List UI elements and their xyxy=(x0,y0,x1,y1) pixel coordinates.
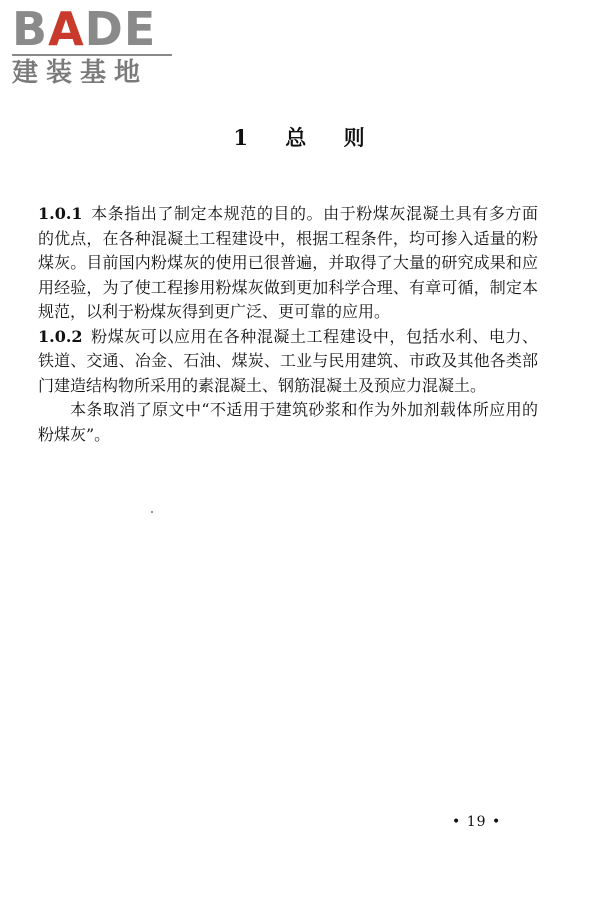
clause-number: 1.0.1 xyxy=(38,204,83,223)
clause-text: 本条指出了制定本规范的目的。由于粉煤灰混凝土具有多方面的优点，在各种混凝土工程建设中，根据工程条件，均可掺入适量的粉煤灰。目前国内粉煤灰的使用已很普遍，并取得了大量的研究成果和应用经验，为了使工程掺用粉煤灰做到更加科学合理、有章可循，制定本规范，以利于粉煤灰得到更广泛、更可靠的应用。 xyxy=(38,204,538,321)
scan-speck xyxy=(151,511,153,513)
document-body xyxy=(38,202,538,447)
clause-number: 1.0.2 xyxy=(38,326,83,346)
page-number: • 19 • xyxy=(452,814,502,830)
chapter-title: 1 总 则 xyxy=(233,125,367,150)
logo-letters-de: DE xyxy=(84,2,157,56)
clause-note: 本条取消了原文中“不适用于建筑砂浆和作为外加剂载体所应用的粉煤灰”。 xyxy=(38,400,538,444)
logo-subtitle: 建装基地 xyxy=(12,58,149,88)
logo-letter-a: A xyxy=(48,2,85,56)
bade-logo xyxy=(12,2,182,88)
clause-text: 粉煤灰可以应用在各种混凝土工程建设中，包括水利、电力、铁道、交通、冶金、石油、煤炭、工业与民用建筑、市政及其他各类部门建造结构物所采用的素混凝土、钢筋混凝土及预应力混凝土。 xyxy=(38,326,538,395)
logo-letter-b: B xyxy=(12,2,49,56)
logo-wordmark xyxy=(12,2,182,56)
clause-1-0-2 xyxy=(38,325,538,399)
clause-1-0-1 xyxy=(38,202,538,325)
